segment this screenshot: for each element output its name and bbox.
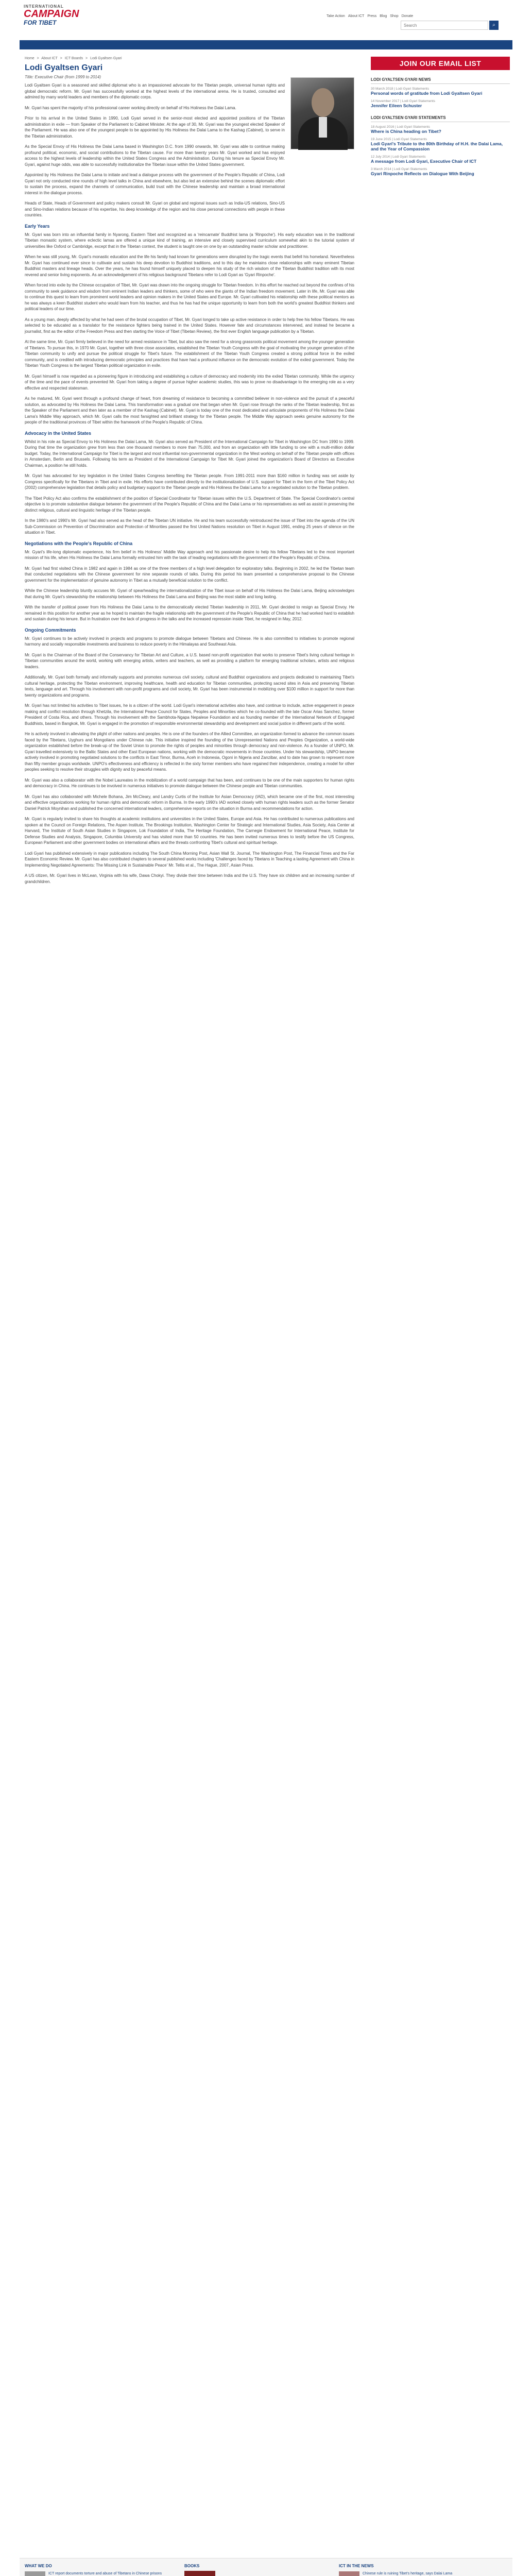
section-heading: Ongoing Commitments [25,627,76,633]
sidebar-heading-news: LODI GYALTSEN GYARI NEWS [371,77,510,84]
bio-paragraph: A US citizen, Mr. Gyari lives in McLean, Virginia with his wife, Dawa Chokyi. They divide their time between India and the U.S. They have six children and an increasing number of grandchildren. [25,873,354,884]
sidebar-news-list [371,87,510,108]
bio-paragraph: Lodi Gyari has published extensively in major publications including The South China Morning Post, Asian Wall St. Journal, The Washington Post, The Financial Times and the Far Eastern Economic Review. Mr. Gyari has also contributed chapters to several published works including 'Challenges faced by Tibetans in Teaching a lasting Agreement with China in Implementing Negotiated Agreements: The Missing Link in Sustainable Peace' Mr. Tellis et al., The Hague, 2007, Asian Press. [25,851,354,868]
bio-paragraph: Appointed by His Holiness the Dalai Lama to initiate and lead a dialogue process with the government of the People's Republic of China, Lodi Gyari not only conducted nine rounds of high level talks in China and elsewhere, but also led an extensive behind the scenes diplomatic effort to sustain the process, expand the channels of communication, build trust with the Chinese leadership and maintain a broad international interest in the dialogue process. [25,173,285,195]
bio-paragraph: Mr. Gyari has spent the majority of his professional career working directly on behalf of His Holiness the Dalai Lama. [25,105,236,110]
article-title-link[interactable]: Lodi Gyari's Tribute to the 80th Birthday of H.H. the Dalai Lama, and the Year of Compassion [371,141,503,151]
band-heading: ICT IN THE NEWS [339,2564,374,2568]
article-title-link[interactable]: Jennifer Eileen Schuster [371,103,422,108]
breadcrumb-current: Lodi Gyaltsen Gyari [90,57,122,60]
sidebar-article[interactable] [371,138,510,151]
bio-paragraph: Heads of State, Heads of Government and policy makers consult Mr. Gyari on global and regional issues such as India-US relations, Sino-US and Sino-Indian relations because of his expertise, his deep knowledge of the region and his close personal connections with people in these countries. [25,201,285,217]
top-nav-item[interactable]: Shop [390,14,399,18]
bio-paragraph: Mr. Gyari has not limited his activities to Tibet issues, he is a citizen of the world. Lodi Gyari's international activities also have, and continue to include, active engagement in peace making and conflict resolution through Khetzila, the International Peace Council for States, Peoples and Minorities which he co-founded with the late Oscar Arias Sanchez, former President of Costa Rica, and others. Through his involvement with the Sambhota-Ngapa Nepalese Foundation and as founding member of the International Network of Engaged Buddhists, based in Bangkok, Mr. Gyari is engaged in the promotion of responsible environmental stewardship and development and social justice in different parts of the world. [25,703,354,726]
site-header [20,0,512,40]
top-nav-item[interactable]: Press [367,14,377,18]
bio-paragraph: Mr. Gyari's life-long diplomatic experience, his firm belief in His Holiness' Middle Way approach and his passionate desire to help his fellow Tibetans led to the most important mission of his life, when His Holiness the Dalai Lama formally entrusted him with the task of leading negotiations with the government of the People's Republic of China. [25,549,354,560]
bio-paragraph: The Tibet Policy Act also confirms the establishment of the position of Special Coordinator for Tibetan issues within the U.S. Department of State. The Special Coordinator's central objective is to promote substantive dialogue between the government of the People's Republic of China and the Dalai Lama or his representatives as well as assist in preserving the distinct religious, cultural and linguistic heritage of the Tibetan people. [25,496,354,513]
related-band [20,2558,512,2576]
sidebar-article[interactable] [371,87,510,96]
bio-paragraph: As he matured, Mr. Gyari went through a profound change of heart, from dreaming of resistance to becoming a committed believer in non-violence and the pursuit of a peaceful solution, as advocated by His Holiness the Dalai Lama. This transformation was a gradual one that began when Mr. Gyari rose through the ranks of the Tibetan leadership, first as the Speaker of the Parliament and then later as a member of the Kashag (Cabinet). Mr. Gyari is today one of the most dedicated and articulate proponents of His Holiness the Dalai Lama's Middle Way approach, which Mr. Gyari calls the most farsighted and brilliant strategy for the Tibetan people. The Middle Way approach seeks genuine autonomy for the people of the traditional provinces of Tibet within the framework of the People's Republic of China. [25,396,354,425]
article-title-link[interactable]: Gyari Rinpoche Reflects on Dialogue With Beijing [371,171,474,176]
article-title-link[interactable]: Chinese rule is ruining Tibet's heritage, says Dalai Lama [363,2572,453,2575]
bio-paragraph: Mr. Gyari was born into an influential family in Nyarong, Eastern Tibet and recognized as a 'reincarnate' Buddhist lama (a 'Rinpoche'). His early education was in the traditional Tibetan monastic system, where eclectic lamas are offered a unique kind of training, an intensive and closely supervised curriculum somewhat akin to the tutorial system of universities like Oxford or Cambridge, except that in the Tibetan context, the student is taught one on one by an outstanding master scholar and practitioner. [25,232,354,249]
bio-paragraph: He is actively involved in alleviating the plight of other nations and peoples. He is one of the founders of the Allied Committee, an organization formed to advance the common issues faced by the Tibetans, Uyghurs and Mongolians under Chinese rule. This initiative inspired the founding of the Unrepresented Nations and Peoples Organization, a world-wide organization established before the break-up of the Soviet Union to promote the rights of peoples and minorities through democracy and non-violence. As a founder of UNPO, Mr. Gyari travelled extensively to the Baltic States and other East European nations, working with the democratic movements in those countries. Under his stewardship, UNPO became actively involved in promoting negotiated solutions to the conflicts in East Timor, Burma, Aceh in Indonesia, Ogoni in Nigeria and Zanzibar, and to date has grown to represent more than fifty member groups worldwide. UNPO's effectiveness and efficiency is reflected in the sixty former members who have regained their independence, creating a model for other peoples seeking to resolve their struggles with dignity and by peaceful means. [25,732,354,772]
bio-paragraph: Mr. Gyari himself is now regarded as a pioneering figure in introducing and establishing a culture of democracy and modernity into the exiled Tibetan community. While the urgency of the time and the pace of events prevented Mr. Gyari from taking a degree of pursue higher academic studies, this was to prove no disadvantage to the emerging role as a very effective and respected statesman. [25,374,354,391]
article-title-link[interactable]: Personal words of gratitude from Lodi Gyaltsen Gyari [371,91,483,96]
sidebar-article[interactable] [371,99,510,108]
band-article[interactable] [25,2571,179,2576]
magnifier-icon[interactable]: ⌕ [489,21,499,30]
breadcrumb [25,57,354,60]
bio-paragraph: Mr. Gyari has advocated for key legislation in the United States Congress benefiting the Tibetan people. From 1991-2011 more than $160 million in funding was set aside by Congress specifically for the Tibetans in Tibet and in exile. His efforts have contributed directly to the institutionalization of U.S. support for Tibet in the form of the Tibet Policy Act (2002) comprehensive legislation that details policy and budgetary support to the Tibetan people and His Holiness the Dalai Lama for a negotiated solution to the Tibetan problem. [25,473,354,490]
bio-paragraph: With the transfer of political power from His Holiness the Dalai Lama to the democratically elected Tibetan leadership in 2011, Mr. Gyari decided to resign as Special Envoy. He remained in this position for another year as he hoped to maintain the fragile relationship with the government of the People's Republic of China that he had worked hard to establish and sustain during his tenure. But in frustration over the lack of progress in the talks and the increased repression inside Tibet, he resigned in May, 2012. [25,605,354,621]
bio-paragraph: Mr. Gyari had first visited China in 1982 and again in 1984 as one of the three members of a high level delegation for exploratory talks. Beginning in 2002, he led the Tibetan team that conducted negotiations with the Chinese government for nine separate rounds of talks. During this period his team presented a comprehensive proposal to the Chinese government for the implementation of genuine autonomy in Tibet as a mutually beneficial solution to the conflict. [25,566,354,583]
bio-paragraph: In the 1980's and 1990's Mr. Gyari had also served as the head of the Tibetan UN initiative. He and his team successfully reintroduced the issue of Tibet into the agenda of the UN Sub-Commission on Prevention of Discrimination and Protection of Minorities passed the first United Nations resolution on Tibet in August 1991, ending 25 years of silence on the situation in Tibet. [25,518,354,535]
band-heading: WHAT WE DO [25,2564,52,2568]
bio-paragraph: Lodi Gyaltsen Gyari is a seasoned and skilled diplomat who is an impassioned advocate for the Tibetan people, universal human rights and global democratic reform. Mr. Gyari has successfully worked at the highest levels of the international arena. He is trusted, consulted and admired by many world leaders and members of the diplomatic corps. [25,83,285,99]
section-heading: Negotiations with the People's Republic of China [25,540,133,546]
article-date: 14 November 2017 | Lodi Gyari Statements [371,99,435,103]
band-article[interactable] [339,2571,493,2576]
band-column-what-we-do [25,2564,179,2576]
logo-line-1: INTERNATIONAL [24,4,64,9]
book-cover[interactable] [184,2571,215,2576]
logo-line-3: FOR TIBET [24,19,57,26]
band-heading: BOOKS [184,2564,200,2568]
article-title-link[interactable]: A message from Lodi Gyari, Executive Chair of ICT [371,159,477,164]
site-logo[interactable] [24,4,96,30]
breadcrumb-about[interactable]: About ICT [41,57,58,60]
sidebar-statements-list [371,125,510,176]
band-column-in-the-news [339,2564,493,2576]
bio-paragraph: Prior to his arrival in the United States in 1990, Lodi Gyari served in the senior-most elected and appointed positions of the Tibetan administration in exile — from Speaker of the Parliament to Cabinet Minister. At the age of 30, Mr. Gyari was the youngest elected Speaker of the Parliament. He was also one of the youngest people to be appointed by His Holiness the Dalai Lama to the Kashag (Cabinet), to serve in the Tibetan administration. [25,116,285,139]
page-title: Lodi Gyaltsen Gyari [25,63,103,72]
main-nav-bar [20,40,512,49]
article-title-link[interactable]: Where is China heading on Tibet? [371,129,441,134]
logo-line-2: CAMPAIGN [24,8,79,20]
breadcrumb-home[interactable]: Home [25,57,35,60]
article-date: 19 June 2015 | Lodi Gyari Statements [371,138,427,141]
bio-paragraph: Mr. Gyari has also collaborated with Michele Bohana, Jim McCleary, and Landry Curtis of the Institute for Asian Democracy (IAD), which became one of the first, most interesting and effective organizations working for human rights and democratic reform in Burma. In the early 1990's IAD worked closely with human rights leaders such as the former Senator Daniel Patrick Moynihan and published the concerned international leaders, comprehensive reports on the situation in Burma and recommendations for action. [25,794,354,811]
section-heading: Early Years [25,223,50,229]
sidebar [371,57,510,180]
top-nav-item[interactable]: About ICT [348,14,365,18]
bio-paragraph: Mr. Gyari continues to be actively involved in projects and programs to promote dialogue between Tibetans and Chinese. He is also committed to initiatives to promote regional harmony and socially responsible investments and business to reduce poverty in the Himalayas and Southeast Asia. [25,636,354,647]
bio-paragraph: Whilst in his role as Special Envoy to His Holiness the Dalai Lama, Mr. Gyari also served as President of the International Campaign for Tibet in Washington DC from 1990 to 1999. During that time the organization grew from less than one thousand members to more than 75,000, and from an organization with little funding to one with a multi-million dollar budget. Today, the International Campaign for Tibet is the largest and most influential non-governmental organization in the West working on behalf of the Tibetan people with offices in Amsterdam, Berlin and Brussels. Following his term as President of the International Campaign for Tibet Mr. Gyari joined the organization's Board of Directors as Executive Chairman, a position he still holds. [25,439,354,468]
bio-paragraph: Additionally, Mr. Gyari both formally and informally supports and promotes numerous civil society, cultural and Buddhist organizations and projects dedicated to maintaining Tibet's cultural heritage, protecting the Tibetan environment, improving healthcare, health and education for Tibetan communities, protecting sacred sites in Asia and preserving Tibetan texts, language and art. Through his involvement with non-profit programs and civil society, Mr. Gyari has been instrumental in mobilizing over $100 million in support for more than twenty organizations and programs. [25,675,354,698]
article-date: 12 July 2014 | Lodi Gyari Statements [371,155,426,159]
article-date: 3 March 2014 | Lodi Gyari Statements [371,167,427,171]
article-date: 18 August 2016 | Lodi Gyari Statements [371,125,430,129]
search-input[interactable] [401,21,488,30]
breadcrumb-separator: > [37,57,39,60]
bio-paragraph: At the same time, Mr. Gyari firmly believed in the need for armed resistance in Tibet, but also saw the need for a strong grassroots political movement among the younger generation of Tibetans. To pursue this, in 1970 Mr. Gyari, together with three close associates, established the Tibetan Youth Congress with the goal of motivating the younger generation of the Tibetan community to unify and pursue the political struggle for Tibet's future. The establishment of the Tibetan Youth Congress created a strong political force in the exiled community, and is credited with introducing democratic principles and practices that have had a profound influence on the democratic evolution of the exiled government. Today the Tibetan Youth Congress is the largest Tibetan political organization in exile. [25,340,354,368]
join-email-button[interactable]: JOIN OUR EMAIL LIST [371,57,510,70]
bio-paragraph: While the Chinese leadership bluntly accuses Mr. Gyari of spearheading the internationalization of the Tibet issue on behalf of His Holiness the Dalai Lama, Beijing acknowledges that during Mr. Gyari's stewardship the relationship between His Holiness the Dalai Lama and Beijing was the most stable and long lasting. [25,588,354,599]
section-heading: Advocacy in the United States [25,430,92,436]
sidebar-heading-statements: LODI GYALTSEN GYARI STATEMENTS [371,115,510,122]
bio-paragraph: Mr. Gyari is the Chairman of the Board of the Conservancy for Tibetan Art and Culture, a U.S. based non-profit organization that works to preserve Tibet's living cultural heritage in Tibetan communities around the world, working with emerging artists, writers and teachers, as well as providing a platform for emerging traditional scholars, artists and religious leaders. [25,652,354,669]
top-nav-item[interactable]: Blog [380,14,387,18]
bio-paragraph: When he was still young, Mr. Gyari's monastic education and the life his family had known for generations were disrupted by the tragic events that befell his homeland. Nevertheless Mr. Gyari has continued ever since to cultivate and sustain his deep devotion to Buddhist traditions, and to this day he maintains close relationships with many eminent Tibetan Buddhist masters and lineage heads. Over the years, he has found himself uniquely placed to deepen his study of the rich wisdom of the Tibetan Buddhist tradition with its most revered and senior living exponents. As an acknowledgement of his religious background Tibetans refer to Lodi Gyari as 'Gyari Rinpoche'. [25,255,354,277]
sidebar-article[interactable] [371,167,510,176]
top-nav-item[interactable]: Donate [401,14,414,18]
bio-paragraph: Mr. Gyari is regularly invited to share his thoughts at academic institutions and universities in the United States, Europe and Asia. He has contributed to numerous publications and spoken at the Council on Foreign Relations, The Aspen Institute, The Brookings Institution, Washington Center for Strategic and International Studies, Asia Society, Asia Center at Harvard, The Institute of South Asian Studies in Singapore, Lok Foundation of India, The Heritage Foundation, The Carnegie Endowment for International Peace, Institute for Defense Studies and Analysis, Singapore, Columbia University and has visited more than 50 countries. He has been invited numerous times to testify before the US Congress, European Parliament and other government bodies on international affairs and the threats confronting Tibet's cultural and spiritual heritage. [25,817,354,845]
article-thumbnail[interactable] [25,2571,45,2576]
sidebar-article[interactable] [371,125,510,134]
bio-paragraph: As a young man, deeply affected by what he had seen of the brutal occupation of Tibet, Mr. Gyari longed to take up active resistance in order to help free his fellow Tibetans. He was selected to be educated as a translator for the resistance fighters being trained in the United States. However fate and circumstances intervened, and instead he became a journalist, first as the editor of the Freedom Press and then starting the Voice of Tibet (Tibetan Review), the first ever English language publication by a Tibetan. [25,317,354,334]
top-nav [327,14,413,18]
article-title-link[interactable]: ICT report documents torture and abuse of Tibetans in Chinese prisons [48,2572,162,2575]
page-subtitle: Title: Executive Chair (from 1999 to 2014) [25,75,101,79]
bio-paragraph: When forced into exile by the Chinese occupation of Tibet, Mr. Gyari was drawn into the ongoing struggle for Tibetan freedom. In this effort he reached out beyond the confines of his community to seek guidance and wisdom from eminent Indian leaders and thinkers, some of who were the giants of the Indian freedom movement. Later in life, Mr. Gyari was able to continue this quest to learn from prominent world leaders and opinion makers in the United States and Europe. Mr. Gyari cultivated his relationship with these political mentors as he was always a keen Buddhist student who would learn from his teacher, and thus he has had the unique opportunity to learn from both the world's greatest Buddhist thinkers and political leaders of our time. [25,283,354,311]
bio-sections [25,224,354,885]
breadcrumb-separator: > [60,57,62,60]
top-nav-item[interactable]: Take Action [327,14,345,18]
portrait-image [290,77,354,149]
band-column-books [184,2564,287,2571]
main-content [25,57,354,889]
bio-paragraph: As the Special Envoy of His Holiness the Dalai Lama based in Washington D.C. from 1990 onwards, Mr. Gyari was able to continue making profound political, economic, and social contributions to the Tibetan cause. For more than twenty years Mr. Gyari worked and has enjoyed access to the highest levels of leadership within the United States Congress and the Administration. During his tenure as Special Envoy Mr. Gyari, against huge odds, was able to successfully institutionalize the Tibetan issue within the United States government. [25,144,285,167]
sidebar-article[interactable] [371,155,510,164]
breadcrumb-boards[interactable]: ICT Boards [64,57,83,60]
article-date: 30 March 2018 | Lodi Gyari Statements [371,87,429,91]
bio-paragraph: Mr. Gyari was also a collaborator with the Nobel Laureates in the mobilization of a world campaign that has been, and continues to be one of the main supporters for human rights and democracy in China. He continues to be involved in numerous initiatives to promote dialogue between the Chinese people and Tibetan communities. [25,777,354,788]
article-thumbnail[interactable] [339,2571,359,2576]
breadcrumb-separator: > [85,57,88,60]
